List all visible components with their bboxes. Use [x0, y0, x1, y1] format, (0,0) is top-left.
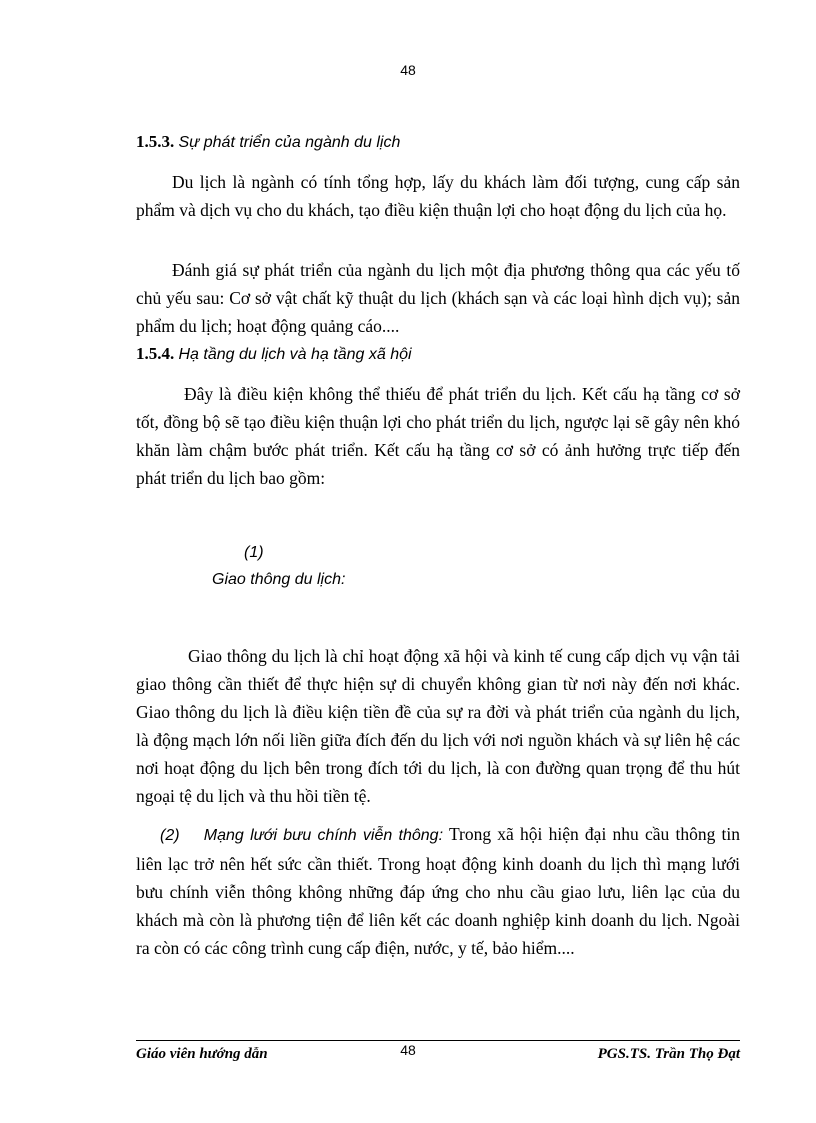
footer-advisor-label: Giáo viên hướng dẫn — [136, 1046, 268, 1062]
item-2-paragraph — [136, 820, 740, 962]
header-page-number: 48 — [400, 62, 416, 78]
section-number: 1.5.3. — [136, 132, 175, 151]
section-1-5-3-paragraph-2: Đánh giá sự phát triển của ngành du lịch một địa phương thông qua các yếu tố chủ yếu sau: Cơ sở vật chất kỹ thuật du lịch (khách sạn và các loại hình dịch vụ); sản phẩm du lịch; hoạt động quảng cáo.... — [136, 260, 740, 336]
footer-advisor-name: PGS.TS. Trần Thọ Đạt — [597, 1046, 740, 1062]
footer-page-number: 48 — [400, 1042, 416, 1058]
section-1-5-4-heading — [136, 344, 412, 364]
section-1-5-3-paragraph-1: Du lịch là ngành có tính tổng hợp, lấy du khách làm đối tượng, cung cấp sản phẩm và dịch vụ cho du khách, tạo điều kiện thuận lợi cho hoạt động du lịch của họ. — [136, 172, 740, 220]
item-2-number: (2) — [160, 827, 180, 844]
section-title: Hạ tầng du lịch và hạ tầng xã hội — [178, 346, 412, 363]
item-1-paragraph: Giao thông du lịch là chỉ hoạt động xã hội và kinh tế cung cấp dịch vụ vận tải giao thông cần thiết để thực hiện sự di chuyển không gian từ nơi này đến nơi khác. Giao thông du lịch là điều kiện tiền đề của sự ra đời và phát triển của ngành du lịch, là động mạch lớn nối liền giữa đích đến du lịch với nơi nguồn khách và sự liên hệ các nơi hoạt động du lịch bên trong đích tới du lịch, là con đường quan trọng để thu hút ngoại tệ du lịch và thu hồi tiền tệ. — [136, 646, 740, 806]
section-number: 1.5.4. — [136, 344, 175, 363]
section-title: Sự phát triển của ngành du lịch — [178, 134, 401, 151]
item-2-title: Mạng lưới bưu chính viễn thông: — [203, 827, 444, 844]
footer-divider — [136, 1040, 740, 1041]
item-1-title: Giao thông du lịch: — [212, 571, 346, 588]
section-1-5-4-paragraph: Đây là điều kiện không thể thiếu để phát triển du lịch. Kết cấu hạ tầng cơ sở tốt, đồng bộ sẽ tạo điều kiện thuận lợi cho phát triển du lịch, ngược lại sẽ gây nên khó khăn làm chậm bước phát triển. Kết cấu hạ tầng cơ sở có ảnh hưởng trực tiếp đến phát triển du lịch bao gồm: — [136, 384, 740, 488]
item-2-text: Trong xã hội hiện đại nhu cầu thông tin liên lạc trở nên hết sức cần thiết. Trong hoạt động kinh doanh du lịch thì mạng lưới bưu chính viễn thông không những đáp ứng cho nhu cầu giao lưu, liên lạc của du khách mà còn là phương tiện để liên kết các doanh nghiệp kinh doanh du lịch. Ngoài ra còn có các công trình cung cấp điện, nước, y tế, bảo hiểm.... — [136, 824, 741, 958]
section-1-5-3-heading — [136, 132, 400, 152]
item-1-number: (1) — [244, 544, 264, 561]
